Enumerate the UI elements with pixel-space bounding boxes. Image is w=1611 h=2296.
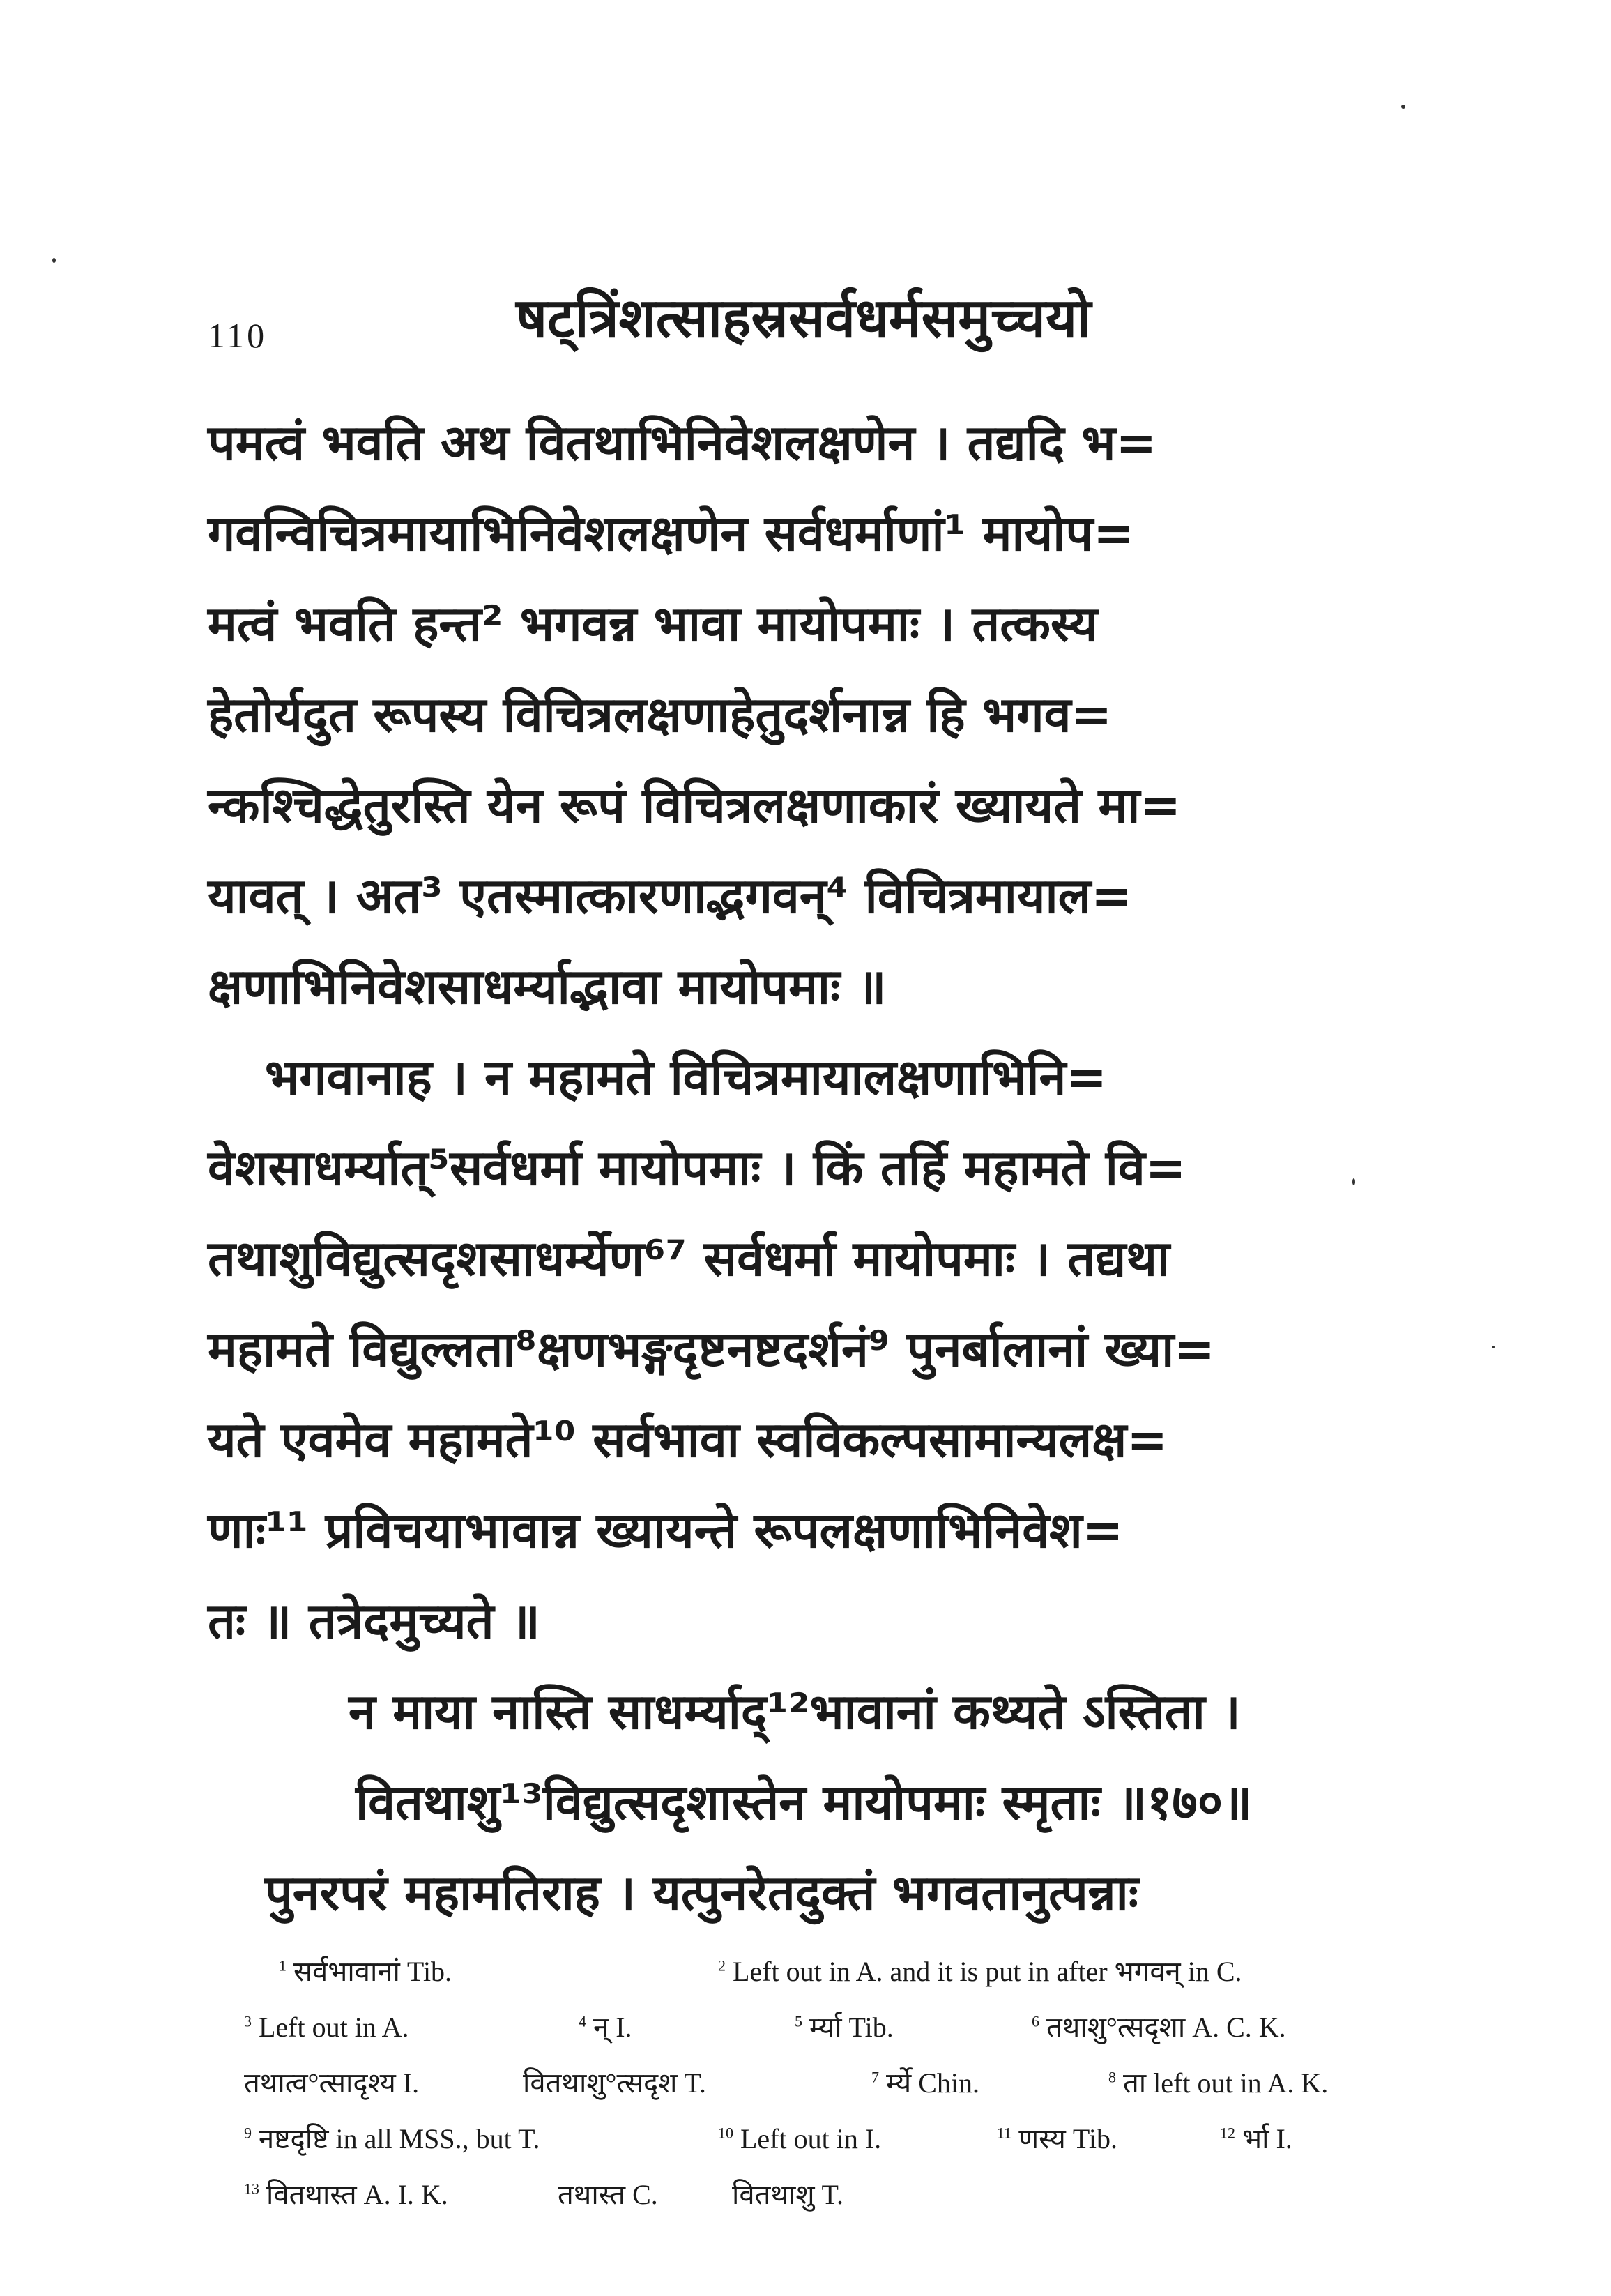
body-line: क्षणाभिनिवेशसाधर्म्याद्भावा मायोपमाः ॥: [208, 958, 887, 1015]
body-line: यते एवमेव महामते¹⁰ सर्वभावा स्वविकल्पसामान्यलक्ष=: [208, 1411, 1168, 1468]
footnote: $^3$ Left out in A.: [244, 2012, 409, 2043]
footnote: $^8$ ता left out in A. K.: [1108, 2067, 1329, 2099]
body-line: महामते विद्युल्लता⁸क्षणभङ्गदृष्टनष्टदर्शनं⁹ पुनर्बालानां ख्या=: [208, 1321, 1215, 1378]
footnote: $^6$ तथाशु°त्सदृशा A. C. K.: [1032, 2012, 1286, 2043]
body-line: तथाशुविद्युत्सदृशसाधर्म्येण⁶⁷ सर्वधर्मा मायोपमाः । तद्यथा: [208, 1230, 1170, 1287]
verse-line: वितथाशु¹³विद्युत्सदृशास्तेन मायोपमाः स्मृताः ॥१७०॥: [356, 1774, 1253, 1831]
footnote: $^{10}$ Left out in I.: [718, 2123, 882, 2154]
body-line: पमत्वं भवति अथ वितथाभिनिवेशलक्षणेन । तद्यदि भ=: [208, 414, 1157, 471]
scan-speck: [1492, 1346, 1495, 1348]
page-number: 110: [208, 316, 268, 355]
scan-speck: [1352, 1178, 1355, 1185]
verse-line: न माया नास्ति साधर्म्याद्¹²भावानां कथ्यते ऽस्तिता ।: [349, 1683, 1241, 1740]
footnote: $^{13}$ वितथास्त A. I. K.: [244, 2179, 448, 2210]
body-line: वेशसाधर्म्यात्⁵सर्वधर्मा मायोपमाः । किं तर्हि महामते वि=: [208, 1139, 1186, 1196]
body-line: मत्वं भवति हन्त² भगवन्न भावा मायोपमाः । तत्कस्य: [208, 595, 1098, 653]
body-line: हेतोर्यदुत रूपस्य विचित्रलक्षणाहेतुदर्शनान्न हि भगव=: [208, 686, 1113, 743]
scan-speck: [52, 258, 56, 263]
footnote: वितथाशु T.: [732, 2179, 843, 2210]
footnote: तथास्त C.: [558, 2179, 658, 2210]
body-line: यावत् । अत³ एतस्मात्कारणाद्भगवन्⁴ विचित्रमायाल=: [208, 867, 1132, 925]
footnote: $^9$ नष्टदृष्टि in all MSS., but T.: [244, 2123, 540, 2154]
body-line: णाः¹¹ प्रविचयाभावान्न ख्यायन्ते रूपलक्षणाभिनिवेश=: [208, 1502, 1124, 1559]
footnote: $^{11}$ णस्य Tib.: [997, 2123, 1118, 2154]
body-line: गवन्विचित्रमायाभिनिवेशलक्षणेन सर्वधर्माणां¹ मायोप=: [208, 505, 1134, 562]
footnote: $^{12}$ र्भा I.: [1220, 2123, 1292, 2154]
footnote: $^2$ Left out in A. and it is put in after भगवन् in C.: [718, 1956, 1242, 1987]
footnote: तथात्व°त्सादृश्य I.: [244, 2067, 420, 2099]
body-line: तः ॥ तत्रेदमुच्यते ॥: [208, 1592, 540, 1650]
body-line: भगवानाह । न महामते विचित्रमायालक्षणाभिनि=: [265, 1049, 1107, 1106]
body-line: न्कश्चिद्धेतुरस्ति येन रूपं विचित्रलक्षणाकारं ख्यायते मा=: [208, 777, 1181, 834]
footnote: $^1$ सर्वभावानां Tib.: [279, 1956, 452, 1987]
footnote: $^5$ र्म्या Tib.: [795, 2012, 894, 2043]
body-line: पुनरपरं महामतिराह । यत्पुनरेतदुक्तं भगवतानुत्पन्नाः: [265, 1864, 1138, 1922]
running-head: षट्त्रिंशत्साहस्रसर्वधर्मसमुच्चयो: [516, 287, 1092, 350]
footnote: $^4$ न् I.: [579, 2012, 632, 2043]
scan-speck: [1401, 105, 1405, 109]
footnote: वितथाशु°त्सदृश T.: [523, 2067, 706, 2099]
footnote: $^7$ र्म्ये Chin.: [871, 2067, 979, 2099]
